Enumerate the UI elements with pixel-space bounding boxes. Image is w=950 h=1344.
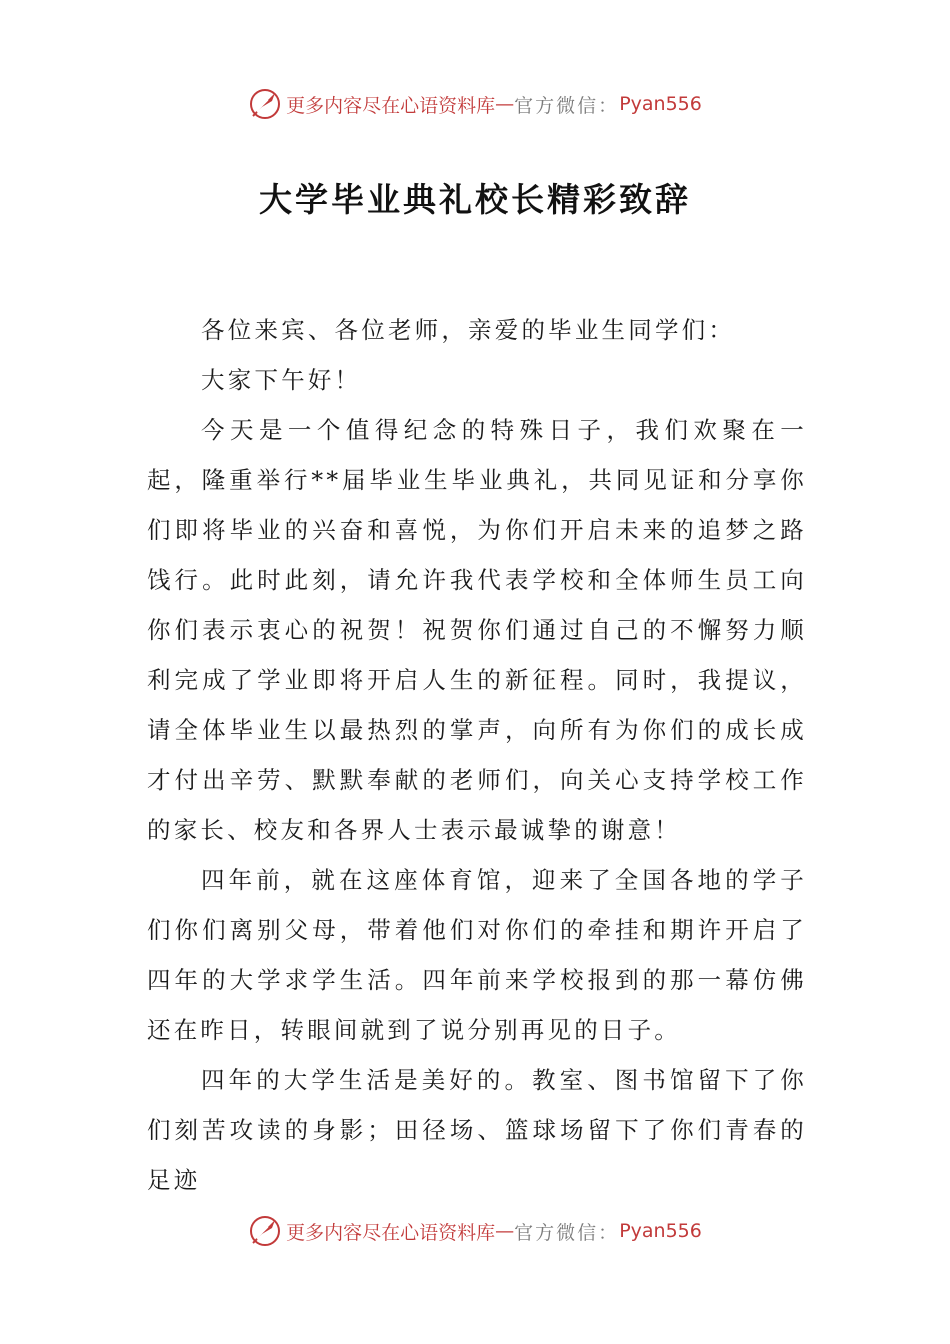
document-title: 大学毕业典礼校长精彩致辞: [259, 180, 691, 219]
paragraph-greeting: 大家下午好！: [201, 366, 362, 394]
footer-site-text: 更多内容尽在心语资料库: [286, 1221, 496, 1244]
banner-site-text: 更多内容尽在心语资料库: [286, 94, 496, 117]
quill-logo-icon: [248, 87, 282, 121]
banner-label: 官方微信：: [514, 94, 620, 117]
paragraph-1: 今天是一个值得纪念的特殊日子，我们欢聚在一起，隆重举行**届毕业生毕业典礼，共同见证和分享你们即将毕业的兴奋和喜悦，为你们开启未来的追梦之路饯行。此时此刻，请允许我代表学校和全体师生员工向你们表示衷心的祝贺！祝贺你们通过自己的不懈努力顺利完成了学业即将开启人生的新征程。同时，我提议，请全体毕业生以最热烈的掌声，向所有为你们的成长成才付出辛劳、默默奉献的老师们，向关心支持学校工作的家长、校友和各界人士表示最诚挚的谢意！: [147, 416, 807, 844]
quill-logo-icon: [248, 1214, 282, 1248]
banner-wechat-id: Pyan556: [619, 93, 702, 115]
paragraph-salutation: 各位来宾、各位老师，亲爱的毕业生同学们：: [201, 316, 736, 344]
footer-banner: [0, 1211, 950, 1251]
banner-dash: —: [495, 93, 515, 115]
document-body: [147, 305, 807, 1205]
footer-dash: —: [495, 1220, 515, 1242]
paragraph-3: 四年的大学生活是美好的。教室、图书馆留下了你们刻苦攻读的身影；田径场、篮球场留下了你们青春的足迹: [147, 1066, 807, 1194]
footer-wechat-id: Pyan556: [619, 1220, 702, 1242]
paragraph-2: 四年前，就在这座体育馆，迎来了全国各地的学子们你们离别父母，带着他们对你们的牵挂和期许开启了四年的大学求学生活。四年前来学校报到的那一幕仿佛还在昨日，转眼间就到了说分别再见的日子。: [147, 866, 807, 1044]
header-banner: [0, 84, 950, 124]
footer-label: 官方微信：: [514, 1221, 620, 1244]
